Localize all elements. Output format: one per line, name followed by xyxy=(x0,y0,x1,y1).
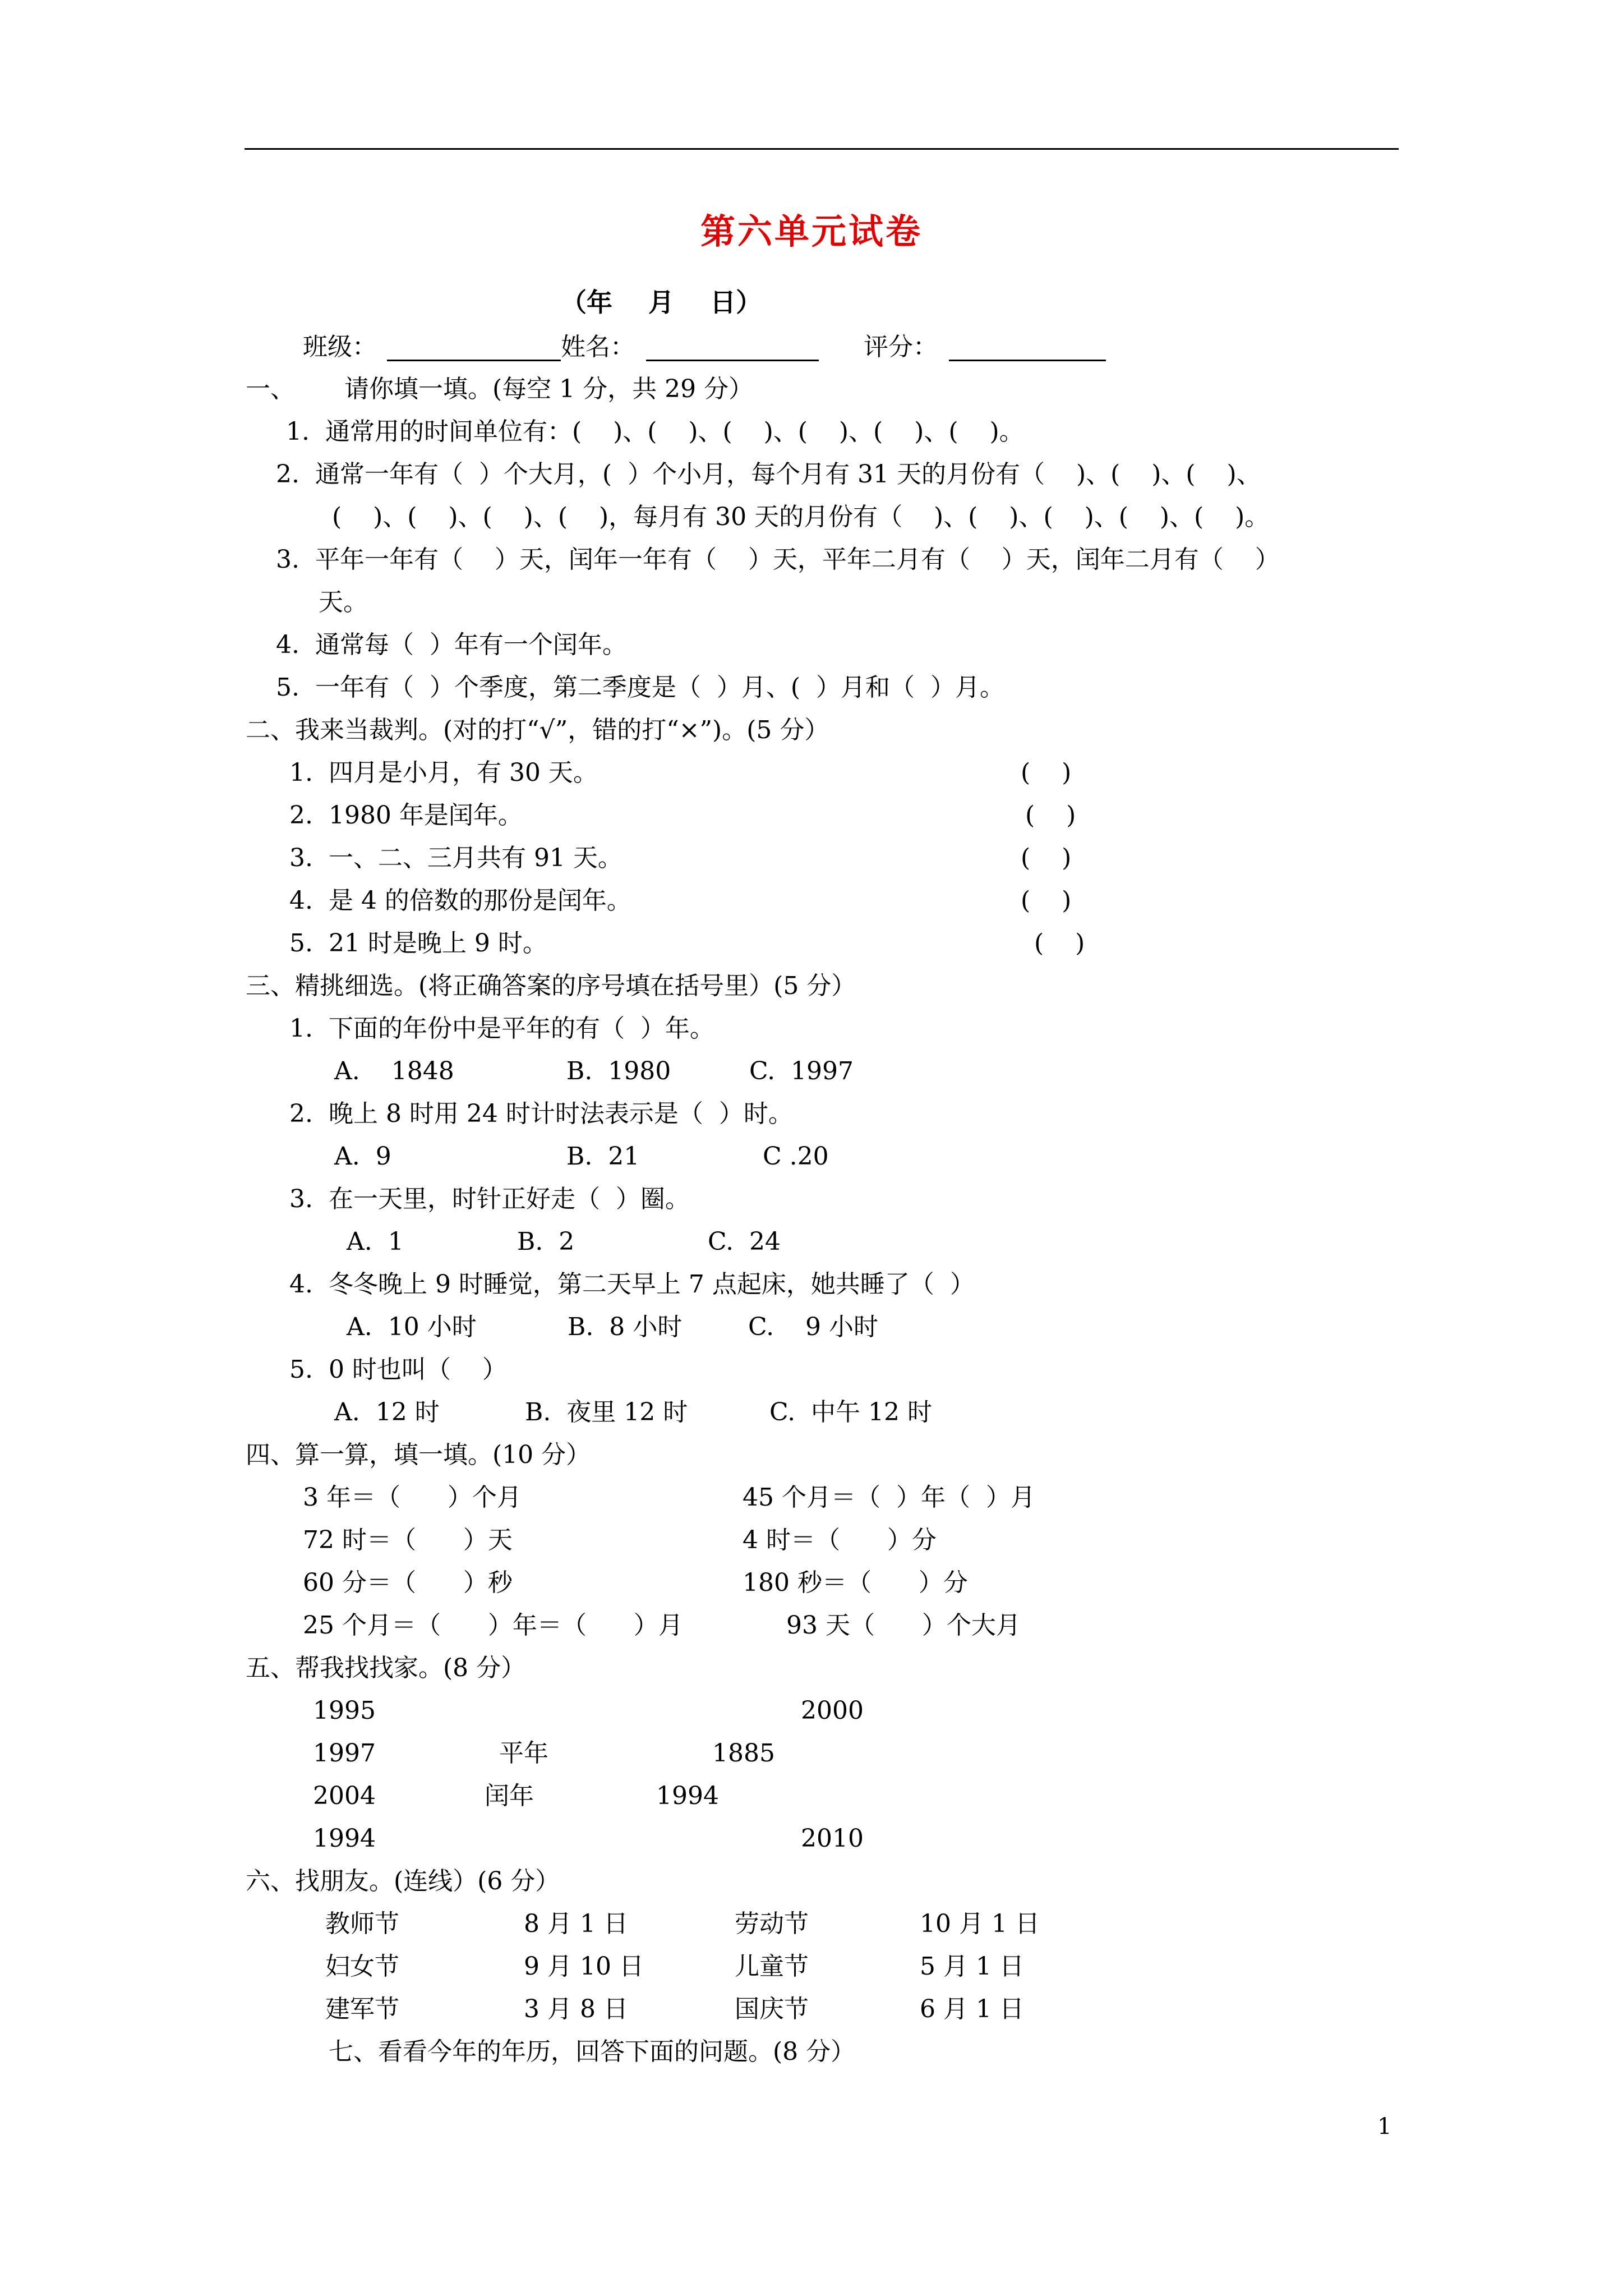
section-5-heading: 五、帮我找找家。(8 分） xyxy=(246,1654,526,1682)
s4-row-2-right: 4 时＝（ ）分 xyxy=(743,1526,937,1554)
s6-festival-womens-day[interactable]: 妇女节 xyxy=(325,1952,399,1981)
s4-row-3-right: 180 秒＝（ ）分 xyxy=(743,1568,968,1597)
section-4-heading: 四、算一算，填一填。(10 分） xyxy=(246,1441,591,1469)
s6-festival-labor-day[interactable]: 劳动节 xyxy=(735,1910,809,1938)
s2-item-3: 3. 一、二、三月共有 91 天。 xyxy=(289,844,623,872)
s1-question-4: 4. 通常每（ ）年有一个闰年。 xyxy=(276,631,627,659)
s1-question-1: 1. 通常用的时间单位有：( )、( )、( )、( )、( )、( )。 xyxy=(286,417,1024,446)
section-7-heading: 七、看看今年的年历，回答下面的问题。(8 分） xyxy=(329,2037,856,2066)
page-title: 第六单元试卷 xyxy=(700,211,923,252)
s3-q5-option-a[interactable]: A. 12 时 xyxy=(334,1398,440,1427)
s5-left-year-2[interactable]: 1997 xyxy=(313,1739,376,1768)
s3-q3-option-a[interactable]: A. 1 xyxy=(347,1227,404,1256)
section-6-heading: 六、找朋友。(连线）(6 分） xyxy=(246,1867,560,1895)
s5-label-leap-year[interactable]: 闰年 xyxy=(485,1782,534,1810)
s6-festival-teachers-day[interactable]: 教师节 xyxy=(325,1910,399,1938)
s2-item-5: 5. 21 时是晚上 9 时。 xyxy=(289,929,547,958)
s1-question-2-line-1: 2. 通常一年有（ ）个大月，( ）个小月，每个月有 31 天的月份有（ )、( )、( )、 xyxy=(276,460,1261,489)
s3-question-1: 1. 下面的年份中是平年的有（ ）年。 xyxy=(289,1014,714,1043)
s4-row-1-right: 45 个月＝（ ）年（ ）月 xyxy=(743,1483,1035,1512)
s3-q3-option-c[interactable]: C. 24 xyxy=(708,1227,781,1256)
s3-question-3: 3. 在一天里，时针正好走（ ）圈。 xyxy=(289,1185,690,1213)
s2-item-2: 2. 1980 年是闰年。 xyxy=(289,801,523,830)
s1-question-3-line-2: 天。 xyxy=(319,588,368,616)
s5-left-year-4[interactable]: 1994 xyxy=(313,1824,376,1853)
s6-date-may-1[interactable]: 5 月 1 日 xyxy=(920,1952,1024,1981)
section-1-heading: 请你填一填。(每空 1 分，共 29 分） xyxy=(344,375,754,403)
name-label: 姓名： xyxy=(561,333,635,361)
s5-mid-year-2[interactable]: 1994 xyxy=(656,1782,719,1810)
s6-date-oct-1[interactable]: 10 月 1 日 xyxy=(920,1910,1040,1938)
name-blank[interactable] xyxy=(646,335,819,361)
s3-q3-option-b[interactable]: B. 2 xyxy=(517,1227,575,1256)
s3-q2-option-c[interactable]: C .20 xyxy=(763,1142,829,1171)
s6-date-aug-1[interactable]: 8 月 1 日 xyxy=(524,1910,628,1938)
s3-q2-option-a[interactable]: A. 9 xyxy=(334,1142,391,1171)
s3-q2-option-b[interactable]: B. 21 xyxy=(566,1142,640,1171)
s2-answer-paren-5[interactable]: ( ) xyxy=(1034,929,1085,958)
s6-date-sep-10[interactable]: 9 月 10 日 xyxy=(524,1952,644,1981)
s3-question-2: 2. 晚上 8 时用 24 时计时法表示是（ ）时。 xyxy=(289,1099,793,1128)
s3-q5-option-b[interactable]: B. 夜里 12 时 xyxy=(525,1398,688,1427)
class-blank[interactable] xyxy=(387,335,561,361)
s2-answer-paren-3[interactable]: ( ) xyxy=(1021,844,1072,872)
section-2-heading: 二、我来当裁判。(对的打“√”，错的打“×”)。(5 分） xyxy=(246,716,829,744)
s6-date-jun-1[interactable]: 6 月 1 日 xyxy=(920,1995,1024,2023)
s4-row-3-left: 60 分＝（ ）秒 xyxy=(303,1568,513,1597)
s2-answer-paren-1[interactable]: ( ) xyxy=(1021,758,1072,787)
s5-mid-year-1[interactable]: 1885 xyxy=(712,1739,775,1768)
s3-question-4: 4. 冬冬晚上 9 时睡觉，第二天早上 7 点起床，她共睡了（ ） xyxy=(289,1270,975,1299)
s1-question-2-line-2: ( )、( )、( )、( )，每月有 30 天的月份有（ )、( )、( )、( )、( )。 xyxy=(332,503,1270,531)
s3-q4-option-c[interactable]: C. 9 小时 xyxy=(748,1313,879,1341)
s1-question-5: 5. 一年有（ ）个季度，第二季度是（ ）月、( ）月和（ ）月。 xyxy=(276,673,1005,702)
s5-right-year-1[interactable]: 2000 xyxy=(801,1696,864,1725)
s5-label-common-year[interactable]: 平年 xyxy=(499,1739,548,1768)
s5-left-year-3[interactable]: 2004 xyxy=(313,1782,376,1810)
section-3-heading: 三、精挑细选。(将正确答案的序号填在括号里）(5 分） xyxy=(246,972,856,1000)
s2-item-1: 1. 四月是小月，有 30 天。 xyxy=(289,758,598,787)
class-label: 班级： xyxy=(303,333,377,361)
s5-left-year-1[interactable]: 1995 xyxy=(313,1696,376,1725)
s4-row-4-right: 93 天（ ）个大月 xyxy=(786,1611,1021,1640)
s6-festival-army-day[interactable]: 建军节 xyxy=(325,1995,399,2023)
date-line: （年 月 日） xyxy=(561,287,762,318)
s5-right-year-2[interactable]: 2010 xyxy=(801,1824,864,1853)
s2-answer-paren-2[interactable]: ( ) xyxy=(1025,801,1076,830)
s3-question-5: 5. 0 时也叫（ ） xyxy=(289,1355,507,1384)
s4-row-1-left: 3 年＝（ ）个月 xyxy=(303,1483,522,1512)
s6-date-mar-8[interactable]: 3 月 8 日 xyxy=(524,1995,628,2023)
s2-item-4: 4. 是 4 的倍数的那份是闰年。 xyxy=(289,886,631,915)
header-rule xyxy=(245,148,1399,150)
s3-q5-option-c[interactable]: C. 中午 12 时 xyxy=(769,1398,933,1427)
s3-q1-option-b[interactable]: B. 1980 xyxy=(566,1057,671,1085)
s6-festival-national-day[interactable]: 国庆节 xyxy=(735,1995,809,2023)
s3-q1-option-c[interactable]: C. 1997 xyxy=(749,1057,854,1085)
section-1-number: 一、 xyxy=(246,375,295,403)
s4-row-2-left: 72 时＝（ ）天 xyxy=(303,1526,513,1554)
s4-row-4-left: 25 个月＝（ ）年＝（ ）月 xyxy=(303,1611,683,1640)
s3-q4-option-b[interactable]: B. 8 小时 xyxy=(568,1313,683,1341)
s1-question-3-line-1: 3. 平年一年有（ ）天，闰年一年有（ ）天，平年二月有（ ）天，闰年二月有（ ） xyxy=(276,545,1280,574)
score-blank[interactable] xyxy=(949,335,1106,361)
s3-q4-option-a[interactable]: A. 10 小时 xyxy=(347,1313,477,1341)
page-number: 1 xyxy=(1377,2114,1392,2139)
score-label: 评分： xyxy=(864,333,938,361)
s3-q1-option-a[interactable]: A. 1848 xyxy=(334,1057,454,1085)
s2-answer-paren-4[interactable]: ( ) xyxy=(1021,886,1072,915)
s6-festival-childrens-day[interactable]: 儿童节 xyxy=(735,1952,809,1981)
